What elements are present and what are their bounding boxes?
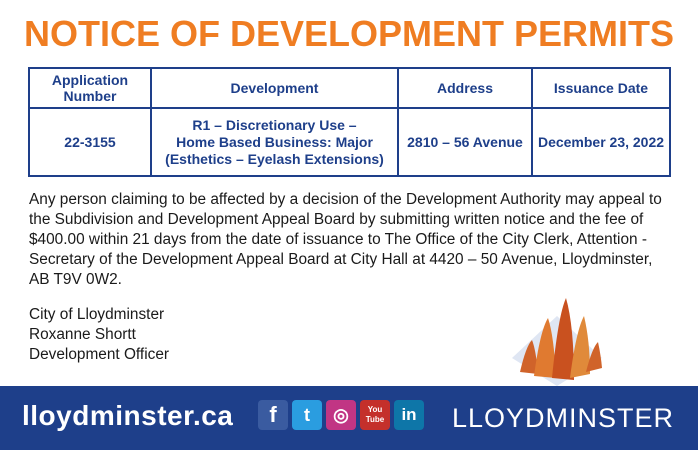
twitter-glyph: t [304, 404, 310, 425]
social-icons [258, 400, 424, 430]
signature-line-title: Development Officer [29, 346, 170, 363]
table-header-row [29, 68, 670, 108]
appeal-paragraph: Any person claiming to be affected by a decision of the Development Authority may appeal to the Subdivision and Development Appeal Board by submitting written notice and the fee of $400.00 within 21 days from the date of issuance to The Office of the City Clerk, Attention - Secretary of the Development Appeal Board at City Hall at 4420 – 50 Avenue, Lloydminster, AB T9V 0W2. [29, 191, 662, 288]
instagram-glyph: ◎ [333, 404, 349, 425]
header-issuance-date: Issuance Date [532, 68, 670, 108]
facebook-icon[interactable] [258, 400, 288, 430]
cell-issuance-date: December 23, 2022 [532, 108, 670, 176]
permits-table [28, 67, 671, 177]
signature-line-name: Roxanne Shortt [29, 326, 136, 343]
youtube-glyph-top: You [367, 405, 383, 414]
youtube-icon[interactable] [360, 400, 390, 430]
cell-address: 2810 – 56 Avenue [398, 108, 532, 176]
cell-application-number: 22-3155 [29, 108, 151, 176]
header-address: Address [398, 68, 532, 108]
table-row [29, 108, 670, 176]
notice-title: NOTICE OF DEVELOPMENT PERMITS [23, 13, 675, 54]
city-logo-graphic [502, 286, 612, 386]
linkedin-icon[interactable] [394, 400, 424, 430]
footer-bar [0, 386, 698, 450]
instagram-icon[interactable] [326, 400, 356, 430]
city-brand-wordmark: LLOYDMINSTER [451, 403, 674, 433]
linkedin-glyph: in [401, 405, 417, 424]
youtube-glyph-bottom: Tube [365, 415, 385, 424]
signature-block [29, 305, 169, 365]
header-application-number: Application Number [29, 68, 151, 108]
header-development: Development [151, 68, 398, 108]
cell-development: R1 – Discretionary Use – Home Based Business: Major (Esthetics – Eyelash Extensions) [151, 108, 398, 176]
twitter-icon[interactable] [292, 400, 322, 430]
website-link[interactable]: lloydminster.ca [22, 400, 234, 431]
facebook-glyph: f [269, 402, 277, 427]
signature-line-city: City of Lloydminster [29, 306, 165, 323]
